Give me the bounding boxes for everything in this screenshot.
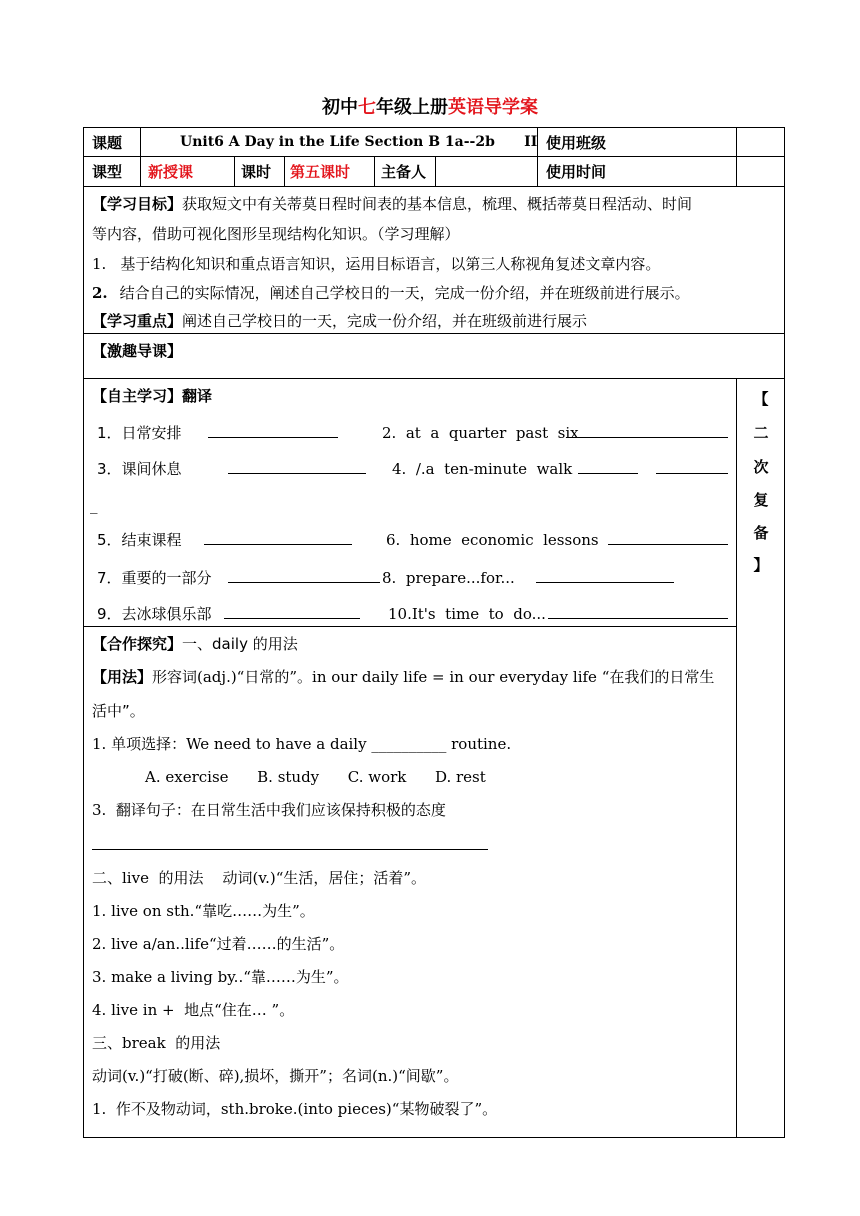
title-grade: 七 [358, 97, 376, 118]
sidebar-divider [736, 378, 737, 1138]
col-divider [234, 156, 235, 186]
title-part: 年级上册 [376, 97, 448, 118]
row-divider [83, 378, 785, 379]
break-definition: 动词(v.)“打破(断、碎),损坏，撕开”；名词(n.)“间歇”。 [92, 1067, 459, 1085]
answer-blank[interactable] [566, 423, 728, 443]
zhubei-label: 主备人 [381, 163, 427, 181]
class-label: 使用班级 [546, 134, 607, 152]
live-usage-1: 1. live on sth.“靠吃……为生”。 [92, 902, 315, 920]
section-3-title: 三、break 的用法 [92, 1034, 221, 1052]
live-usage-3: 3. make a living by..“靠……为生”。 [92, 968, 349, 986]
goals-label: 【学习目标】 [92, 195, 183, 213]
sidebar-char: 备 [753, 524, 769, 542]
keti-label: 课题 [92, 134, 123, 152]
live-usage-4: 4. live in + 地点“住在… ”。 [92, 1001, 295, 1019]
row-divider [83, 186, 785, 187]
answer-blank[interactable] [608, 530, 728, 550]
explore-label: 【合作探究】 [92, 635, 183, 653]
item-number: 2. [92, 284, 108, 302]
vocab-item: 3．课间休息 [97, 460, 182, 478]
sidebar-char: 次 [753, 458, 769, 476]
usage-label: 【用法】 [92, 668, 153, 686]
focus-line [92, 311, 587, 331]
answer-blank[interactable] [578, 459, 638, 479]
title-part: 初中 [322, 97, 358, 118]
col-divider [284, 156, 285, 186]
goal-text: 结合自己的实际情况，阐述自己学校日的一天，完成一份介绍，并在班级前进行展示。 [119, 284, 690, 302]
usage-line [92, 667, 714, 687]
vocab-item: 4. /.a ten-minute walk [392, 460, 573, 478]
focus-text: 阐述自己学校日的一天，完成一份介绍，并在班级前进行展示 [182, 312, 588, 330]
item-number: 1. [92, 255, 107, 273]
keshi-label: 课时 [241, 163, 272, 181]
vocab-item: 6. home economic lessons [386, 531, 599, 549]
row-divider [83, 156, 785, 157]
vocab-item: 5．结束课程 [97, 531, 182, 549]
sidebar-char: 复 [753, 491, 769, 509]
page-title [0, 93, 860, 119]
col-divider [374, 156, 375, 186]
row-divider [83, 626, 737, 627]
intro-label: 【激趣导课】 [92, 342, 183, 360]
selfstudy-label: 【自主学习】翻译 [92, 387, 213, 405]
time-label: 使用时间 [546, 163, 607, 181]
vocab-item: 1．日常安排 [97, 424, 182, 442]
col-divider [435, 156, 436, 186]
answer-blank[interactable] [204, 530, 352, 550]
vocab-item: 7．重要的一部分 [97, 569, 212, 587]
answer-blank[interactable] [656, 459, 728, 479]
vocab-item: 2. at a quarter past six [382, 424, 579, 442]
options-line: A. exercise B. study C. work D. rest [145, 768, 486, 786]
answer-blank[interactable] [224, 604, 360, 624]
kexing-label: 课型 [92, 163, 123, 181]
goal-item-1 [92, 254, 660, 274]
vocab-item: 8. prepare...for... [382, 569, 515, 587]
break-usage-1: 1. 作不及物动词，sth.broke.(into pieces)“某物破裂了”。 [92, 1100, 498, 1118]
answer-blank[interactable] [536, 568, 674, 588]
answer-blank[interactable] [208, 423, 338, 443]
question-1: 1. 单项选择：We need to have a daily __________ routine. [92, 735, 512, 753]
explore-heading [92, 634, 298, 654]
goal-item-2 [92, 283, 690, 303]
question-3: 3. 翻译句子：在日常生活中我们应该保持积极的态度 [92, 801, 446, 819]
section-2-title: 二、live 的用法 动词(v.)“生活，居住；活着”。 [92, 869, 427, 887]
col-divider [736, 127, 737, 186]
vocab-item: 10.It's time to do... [388, 605, 546, 623]
answer-blank[interactable] [548, 604, 728, 624]
col-divider [140, 127, 141, 186]
title-subject: 英语导学案 [448, 97, 538, 118]
kexing-value: 新授课 [148, 163, 194, 181]
answer-blank[interactable] [228, 568, 380, 588]
section-title: 一、daily 的用法 [182, 635, 298, 653]
underscore-mark: _ [90, 496, 98, 514]
vocab-item: 9．去冰球俱乐部 [97, 605, 212, 623]
answer-line[interactable] [92, 849, 488, 850]
usage-line-2: 活中”。 [92, 702, 145, 720]
sidebar-char: 二 [753, 424, 769, 442]
goal-text: 基于结构化知识和重点语言知识，运用目标语言，以第三人称视角复述文章内容。 [120, 255, 661, 273]
sidebar-bracket-close: 】 [753, 556, 769, 574]
keshi-value: 第五课时 [290, 163, 351, 181]
goals-text: 获取短文中有关蒂莫日程时间表的基本信息，梳理、概括蒂莫日程活动、时间 [182, 195, 693, 213]
row-divider [83, 333, 785, 334]
focus-label: 【学习重点】 [92, 312, 183, 330]
usage-text: 形容词(adj.)“日常的”。in our daily life = in our everyday life “在我们的日常生 [152, 668, 715, 686]
answer-blank[interactable] [228, 459, 366, 479]
sidebar-bracket-open: 【 [753, 390, 769, 408]
goals-line-1 [92, 194, 692, 214]
live-usage-2: 2. live a/an..life“过着……的生活”。 [92, 935, 345, 953]
goals-line-2: 等内容，借助可视化图形呈现结构化知识。（学习理解） [92, 225, 460, 243]
keti-value: Unit6 A Day in the Life Section B 1a--2b II [180, 134, 538, 150]
